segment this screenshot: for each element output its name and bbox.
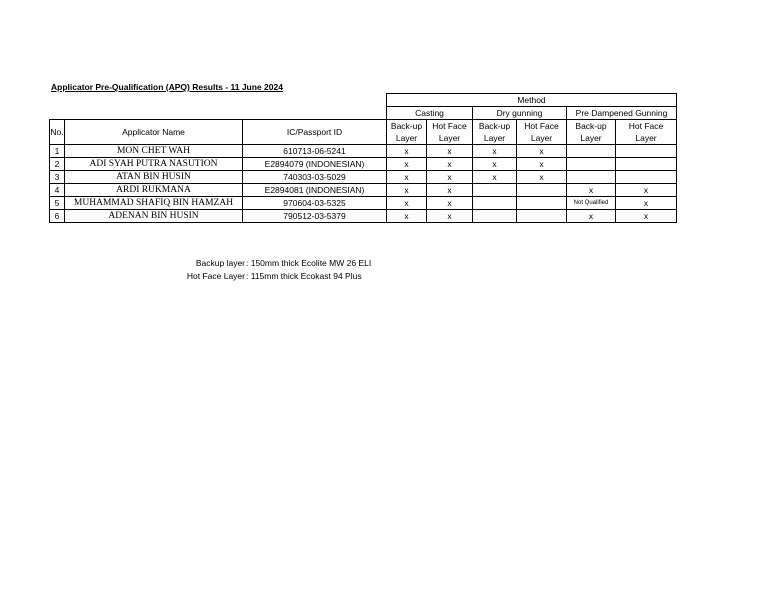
mark-dry-backup: x: [473, 171, 517, 184]
mark-pdg-backup: [567, 171, 616, 184]
mark-pdg-backup: x: [567, 184, 616, 197]
row-no: 1: [50, 145, 65, 158]
table-row: [50, 171, 677, 184]
header-row-method: [50, 94, 677, 107]
passport-id: 790512-03-5379: [243, 210, 387, 223]
mark-dry-backup: [473, 210, 517, 223]
applicator-name: ADENAN BIN HUSIN: [65, 210, 243, 223]
apq-results-table: [49, 93, 677, 223]
row-no: 3: [50, 171, 65, 184]
row-no: 4: [50, 184, 65, 197]
row-no: 6: [50, 210, 65, 223]
mark-casting-hotface: x: [427, 145, 473, 158]
row-no: 2: [50, 158, 65, 171]
mark-pdg-hotface: [616, 171, 677, 184]
method-header: Method: [387, 94, 677, 107]
mark-pdg-hotface: [616, 158, 677, 171]
mark-casting-backup: x: [387, 145, 427, 158]
mark-casting-backup: x: [387, 184, 427, 197]
report-title: Applicator Pre-Qualification (APQ) Results - 11 June 2024: [51, 82, 283, 92]
mark-dry-backup: x: [473, 158, 517, 171]
mark-casting-hotface: x: [427, 197, 473, 210]
mark-dry-backup: [473, 184, 517, 197]
row-no: 5: [50, 197, 65, 210]
mark-dry-hotface: x: [517, 158, 567, 171]
sub-header-pdg-backup-layer: Layer: [567, 132, 616, 145]
sub-header-dry-backup: Back-up: [473, 120, 517, 133]
group-casting: Casting: [387, 107, 473, 120]
sub-header-dry-hotface-layer: Layer: [517, 132, 567, 145]
group-pre-dampened-gunning: Pre Dampened Gunning: [567, 107, 677, 120]
sub-header-pdg-backup: Back-up: [567, 120, 616, 133]
notes-values: [246, 257, 371, 282]
sub-header-pdg-hotface-layer: Layer: [616, 132, 677, 145]
mark-dry-hotface: x: [517, 171, 567, 184]
sub-header-dry-hotface: Hot Face: [517, 120, 567, 133]
mark-casting-backup: x: [387, 210, 427, 223]
applicator-name: ADI SYAH PUTRA NASUTION: [65, 158, 243, 171]
sub-header-casting-backup-layer: Layer: [387, 132, 427, 145]
table-row: [50, 197, 677, 210]
note-label-hotface: Hot Face Layer: [186, 270, 245, 281]
mark-pdg-backup-not-qualified: Not Qualified: [567, 197, 616, 210]
mark-pdg-backup: [567, 145, 616, 158]
sub-header-casting-hotface-layer: Layer: [427, 132, 473, 145]
passport-id: 970604-03-5325: [243, 197, 387, 210]
mark-casting-backup: x: [387, 171, 427, 184]
sub-header-pdg-hotface: Hot Face: [616, 120, 677, 133]
col-header-no: No.: [50, 120, 65, 145]
mark-pdg-hotface: x: [616, 210, 677, 223]
col-header-ic: IC/Passport ID: [243, 120, 387, 145]
mark-casting-backup: x: [387, 158, 427, 171]
table-row: [50, 184, 677, 197]
mark-pdg-backup: x: [567, 210, 616, 223]
table-row: [50, 158, 677, 171]
header-row-groups: [50, 107, 677, 120]
passport-id: 610713-06-5241: [243, 145, 387, 158]
mark-dry-hotface: x: [517, 145, 567, 158]
mark-pdg-hotface: x: [616, 197, 677, 210]
table-row: [50, 210, 677, 223]
passport-id: E2894079 (INDONESIAN): [243, 158, 387, 171]
mark-pdg-hotface: [616, 145, 677, 158]
sub-header-casting-hotface: Hot Face: [427, 120, 473, 133]
mark-casting-hotface: x: [427, 171, 473, 184]
mark-casting-hotface: x: [427, 184, 473, 197]
mark-casting-hotface: x: [427, 158, 473, 171]
mark-dry-hotface: [517, 184, 567, 197]
mark-pdg-hotface: x: [616, 184, 677, 197]
applicator-name: ATAN BIN HUSIN: [65, 171, 243, 184]
sub-header-dry-backup-layer: Layer: [473, 132, 517, 145]
mark-dry-backup: [473, 197, 517, 210]
passport-id: 740303-03-5029: [243, 171, 387, 184]
sub-header-casting-backup: Back-up: [387, 120, 427, 133]
note-label-backup: Backup layer: [195, 258, 245, 268]
mark-dry-hotface: [517, 210, 567, 223]
col-header-name: Applicator Name: [65, 120, 243, 145]
mark-pdg-backup: [567, 158, 616, 171]
mark-casting-backup: x: [387, 197, 427, 210]
mark-casting-hotface: x: [427, 210, 473, 223]
notes-labels: [0, 257, 245, 282]
applicator-name: MUHAMMAD SHAFIQ BIN HAMZAH: [65, 197, 243, 210]
mark-dry-hotface: [517, 197, 567, 210]
header-row-sub-1: [50, 120, 677, 133]
passport-id: E2894081 (INDONESIAN): [243, 184, 387, 197]
group-dry-gunning: Dry gunning: [473, 107, 567, 120]
applicator-name: MON CHET WAH: [65, 145, 243, 158]
note-value-backup: : 150mm thick Ecolite MW 26 ELI: [246, 258, 372, 268]
mark-dry-backup: x: [473, 145, 517, 158]
table-row: [50, 145, 677, 158]
applicator-name: ARDI RUKMANA: [65, 184, 243, 197]
note-value-hotface: : 115mm thick Ecokast 94 Plus: [246, 270, 362, 281]
